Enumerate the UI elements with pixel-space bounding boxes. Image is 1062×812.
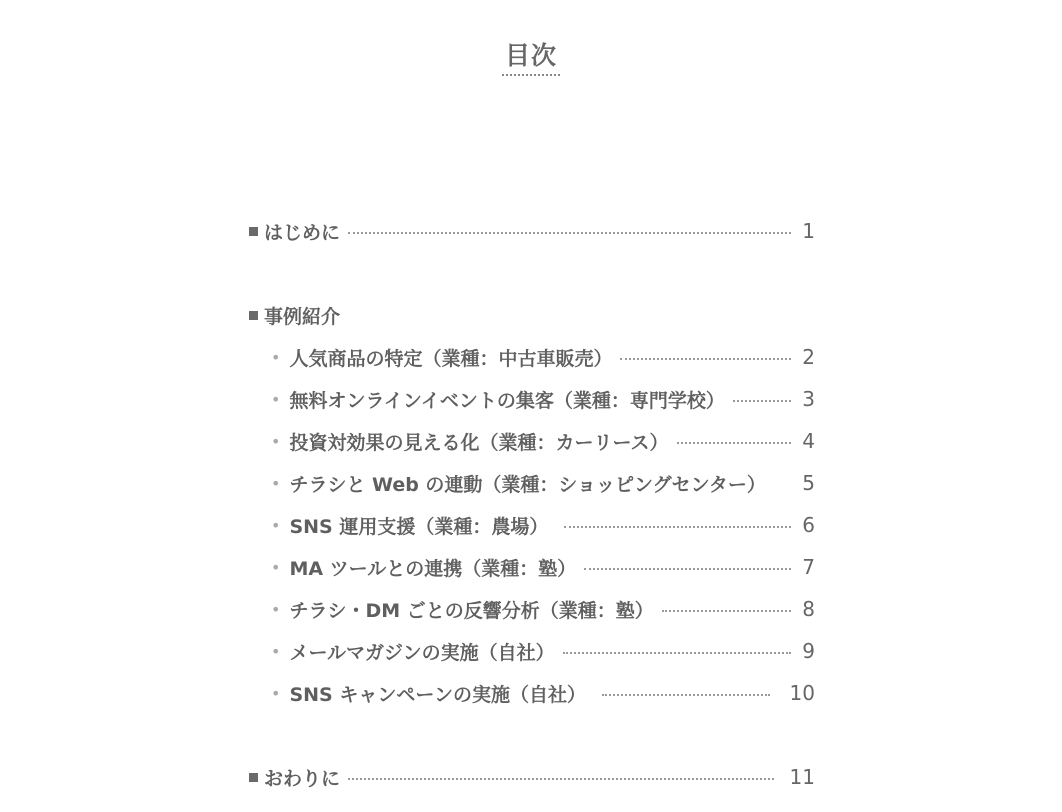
- toc-label: チラシと Web の連動（業種：ショッピングセンター）: [289, 473, 766, 496]
- dot-leader: [733, 400, 791, 402]
- toc-section-intro[interactable]: [249, 216, 815, 246]
- toc-item[interactable]: [271, 636, 815, 666]
- dot-bullet-icon: •: [271, 557, 281, 577]
- dot-bullet-icon: •: [271, 473, 281, 493]
- toc-item[interactable]: [271, 468, 815, 498]
- dot-leader: [774, 484, 791, 486]
- square-marker-icon: [249, 311, 258, 320]
- dot-bullet-icon: •: [271, 641, 281, 661]
- toc-item[interactable]: [271, 510, 815, 540]
- toc-label: 無料オンラインイベントの集客（業種：専門学校）: [289, 389, 725, 412]
- dot-bullet-icon: •: [271, 515, 281, 535]
- page-number: 10: [789, 681, 815, 705]
- dot-leader: [662, 610, 791, 612]
- dot-leader: [584, 568, 791, 570]
- page-number: 7: [802, 555, 815, 579]
- page-number: 11: [789, 765, 815, 789]
- title-underline: [502, 74, 560, 76]
- toc-section-outro[interactable]: [249, 762, 815, 792]
- page-number: 2: [802, 345, 815, 369]
- toc-label: SNS 運用支援（業種：農場）: [289, 515, 549, 538]
- square-marker-icon: [249, 773, 258, 782]
- dot-bullet-icon: •: [271, 347, 281, 367]
- toc-label: MA ツールとの連携（業種：塾）: [289, 557, 577, 580]
- toc-item[interactable]: [271, 594, 815, 624]
- dot-leader: [563, 652, 791, 654]
- toc-item[interactable]: [271, 678, 815, 708]
- page-title: 目次: [504, 41, 557, 70]
- page-number: 1: [802, 219, 815, 243]
- toc-item[interactable]: [271, 342, 815, 372]
- toc-label: チラシ・DM ごとの反響分析（業種：塾）: [289, 599, 654, 622]
- dot-leader: [677, 442, 792, 444]
- dot-bullet-icon: •: [271, 599, 281, 619]
- page-number: 9: [802, 639, 815, 663]
- toc-label: SNS キャンペーンの実施（自社）: [289, 683, 586, 706]
- toc-label: 投資対効果の見える化（業種：カーリース）: [289, 431, 669, 454]
- page-number: 8: [802, 597, 815, 621]
- toc-label: メールマガジンの実施（自社）: [289, 641, 555, 664]
- toc-label: 事例紹介: [264, 305, 341, 328]
- toc-section-cases: [249, 300, 815, 330]
- page-number: 5: [802, 471, 815, 495]
- dot-leader: [348, 232, 791, 234]
- page-number: 3: [802, 387, 815, 411]
- page-number: 4: [802, 429, 815, 453]
- dot-bullet-icon: •: [271, 389, 281, 409]
- dot-bullet-icon: •: [271, 431, 281, 451]
- dot-leader: [564, 526, 791, 528]
- square-marker-icon: [249, 227, 258, 236]
- toc-item[interactable]: [271, 384, 815, 414]
- toc-item[interactable]: [271, 552, 815, 582]
- dot-leader: [620, 358, 791, 360]
- toc-label: おわりに: [264, 767, 341, 790]
- page-number: 6: [802, 513, 815, 537]
- toc-label: 人気商品の特定（業種：中古車販売）: [289, 347, 613, 370]
- dot-leader: [348, 778, 774, 780]
- toc-label: はじめに: [264, 221, 341, 244]
- dot-leader: [602, 694, 770, 696]
- dot-bullet-icon: •: [271, 683, 281, 703]
- toc-item[interactable]: [271, 426, 815, 456]
